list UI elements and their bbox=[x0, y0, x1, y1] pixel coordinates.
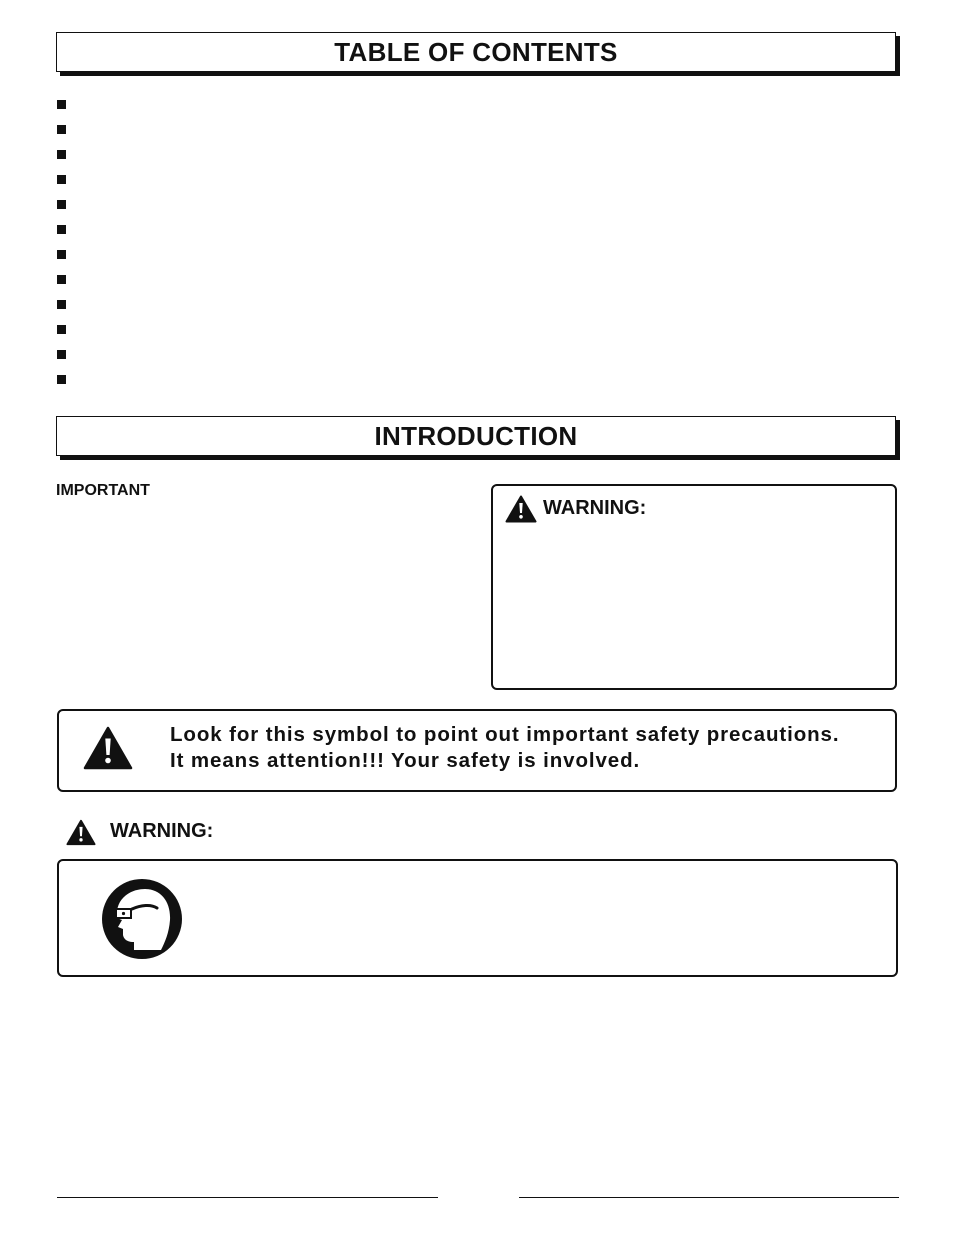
bullet-square-icon bbox=[57, 275, 66, 284]
bullet-square-icon bbox=[57, 100, 66, 109]
bullet-square-icon bbox=[57, 350, 66, 359]
warning-triangle-icon bbox=[505, 495, 537, 523]
warning-triangle-icon bbox=[66, 819, 96, 846]
safety-symbol-text bbox=[170, 722, 839, 774]
warning-box bbox=[491, 484, 897, 690]
safety-symbol-box bbox=[57, 709, 897, 792]
warning-box-title: WARNING: bbox=[543, 497, 647, 519]
toc-title: TABLE OF CONTENTS bbox=[334, 36, 618, 67]
bullet-square-icon bbox=[57, 225, 66, 234]
safety-symbol-line-1: Look for this symbol to point out important safety precautions. bbox=[170, 723, 840, 746]
bullet-square-icon bbox=[57, 375, 66, 384]
bullet-square-icon bbox=[57, 300, 66, 309]
introduction-header bbox=[56, 416, 896, 456]
bullet-square-icon bbox=[57, 125, 66, 134]
eye-protection-box bbox=[57, 859, 898, 977]
footer-rule-left bbox=[57, 1197, 438, 1198]
toc-header bbox=[56, 32, 896, 72]
safety-goggles-icon bbox=[101, 878, 183, 960]
important-label: IMPORTANT bbox=[56, 482, 150, 499]
bullet-square-icon bbox=[57, 200, 66, 209]
safety-symbol-line-2: It means attention!!! Your safety is involved. bbox=[170, 749, 641, 772]
bullet-square-icon bbox=[57, 325, 66, 334]
bullet-square-icon bbox=[57, 150, 66, 159]
warning-triangle-icon bbox=[83, 726, 133, 770]
bullet-square-icon bbox=[57, 250, 66, 259]
bullet-square-icon bbox=[57, 175, 66, 184]
eye-warning-title: WARNING: bbox=[110, 820, 214, 842]
footer-rule-right bbox=[519, 1197, 899, 1198]
introduction-title: INTRODUCTION bbox=[374, 420, 578, 451]
